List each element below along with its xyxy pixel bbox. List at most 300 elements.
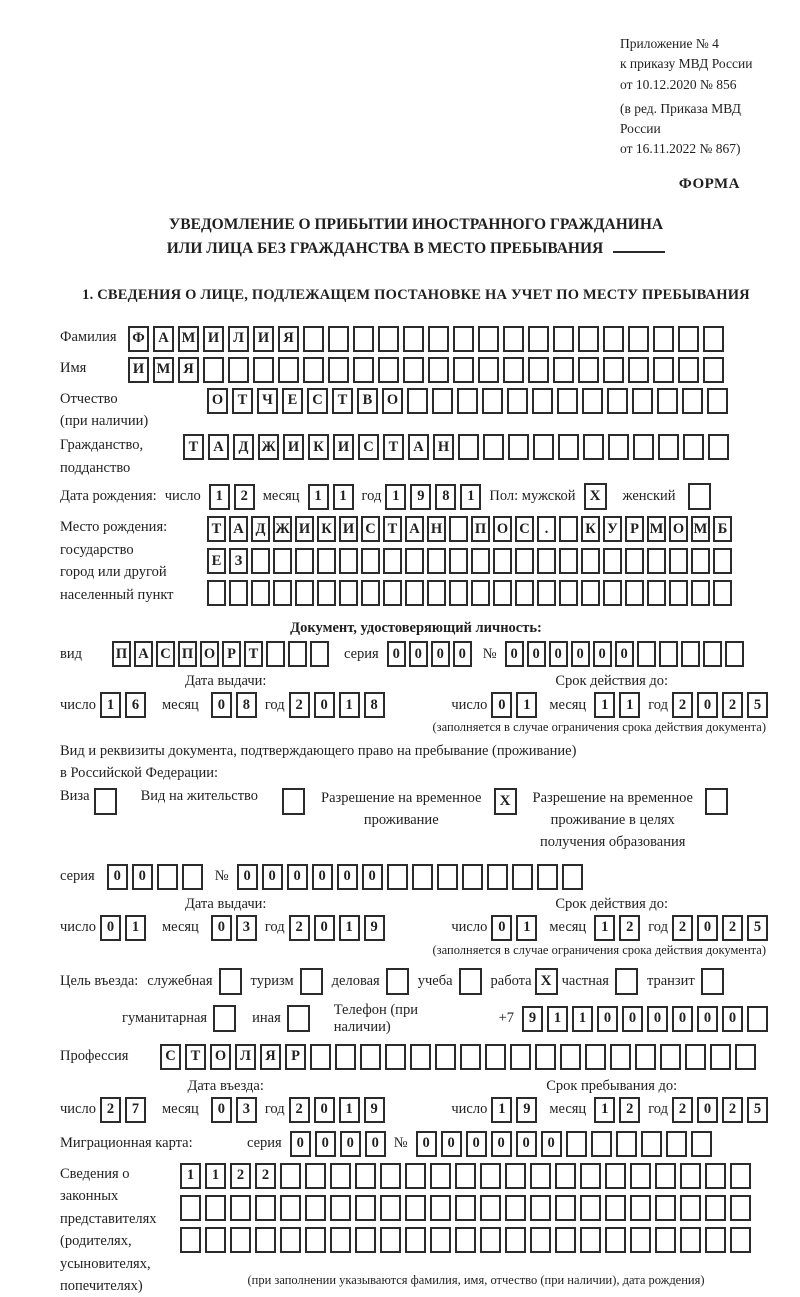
form-cell[interactable]: Т xyxy=(183,434,204,460)
form-cell[interactable]: Т xyxy=(383,434,404,460)
form-cell[interactable]: 0 xyxy=(697,915,718,941)
form-cell[interactable] xyxy=(428,357,449,383)
form-cell[interactable] xyxy=(428,326,449,352)
form-cell[interactable]: 1 xyxy=(491,1097,512,1123)
form-cell[interactable] xyxy=(403,326,424,352)
form-cell[interactable] xyxy=(735,1044,756,1070)
sex-male-checkbox[interactable]: X xyxy=(584,483,607,510)
form-cell[interactable]: 9 xyxy=(410,484,431,510)
form-cell[interactable] xyxy=(405,1163,426,1189)
form-cell[interactable]: П xyxy=(112,641,131,667)
form-cell[interactable]: 0 xyxy=(362,864,383,890)
form-cell[interactable] xyxy=(480,1195,501,1221)
form-cell[interactable]: Т xyxy=(244,641,263,667)
form-cell[interactable] xyxy=(383,548,402,574)
form-cell[interactable] xyxy=(205,1227,226,1253)
form-cell[interactable]: Т xyxy=(185,1044,206,1070)
form-cell[interactable] xyxy=(691,548,710,574)
form-cell[interactable] xyxy=(480,1163,501,1189)
form-cell[interactable] xyxy=(632,388,653,414)
form-cell[interactable] xyxy=(655,1227,676,1253)
form-cell[interactable]: А xyxy=(229,516,248,542)
form-cell[interactable] xyxy=(560,1044,581,1070)
purpose-humanitarian-checkbox[interactable] xyxy=(213,1005,236,1032)
form-cell[interactable] xyxy=(288,641,307,667)
form-cell[interactable] xyxy=(317,580,336,606)
form-cell[interactable] xyxy=(605,1227,626,1253)
purpose-study-checkbox[interactable] xyxy=(459,968,482,995)
form-cell[interactable]: И xyxy=(128,357,149,383)
form-cell[interactable]: 0 xyxy=(340,1131,361,1157)
form-cell[interactable] xyxy=(530,1195,551,1221)
form-cell[interactable] xyxy=(471,548,490,574)
form-cell[interactable] xyxy=(657,388,678,414)
form-cell[interactable] xyxy=(229,580,248,606)
form-cell[interactable] xyxy=(449,580,468,606)
form-cell[interactable]: А xyxy=(405,516,424,542)
form-cell[interactable]: 0 xyxy=(314,692,335,718)
form-cell[interactable] xyxy=(328,326,349,352)
form-cell[interactable]: 0 xyxy=(597,1006,618,1032)
form-cell[interactable]: 0 xyxy=(107,864,128,890)
form-cell[interactable]: 8 xyxy=(364,692,385,718)
form-cell[interactable] xyxy=(462,864,483,890)
form-cell[interactable] xyxy=(478,357,499,383)
form-cell[interactable]: 2 xyxy=(722,915,743,941)
form-cell[interactable]: Я xyxy=(278,326,299,352)
form-cell[interactable]: И xyxy=(295,516,314,542)
form-cell[interactable] xyxy=(303,326,324,352)
form-cell[interactable]: 0 xyxy=(593,641,612,667)
form-cell[interactable]: Е xyxy=(207,548,226,574)
form-cell[interactable]: 2 xyxy=(672,915,693,941)
form-cell[interactable] xyxy=(581,548,600,574)
form-cell[interactable]: 3 xyxy=(236,915,257,941)
form-cell[interactable] xyxy=(591,1131,612,1157)
form-cell[interactable] xyxy=(505,1227,526,1253)
form-cell[interactable] xyxy=(482,388,503,414)
form-cell[interactable]: 0 xyxy=(697,692,718,718)
form-cell[interactable] xyxy=(537,580,556,606)
form-cell[interactable]: 2 xyxy=(289,1097,310,1123)
form-cell[interactable] xyxy=(669,580,688,606)
form-cell[interactable]: И xyxy=(339,516,358,542)
form-cell[interactable] xyxy=(295,548,314,574)
form-cell[interactable]: К xyxy=(581,516,600,542)
form-cell[interactable] xyxy=(273,580,292,606)
form-cell[interactable] xyxy=(412,864,433,890)
form-cell[interactable] xyxy=(553,326,574,352)
form-cell[interactable]: 1 xyxy=(100,692,121,718)
form-cell[interactable] xyxy=(317,548,336,574)
form-cell[interactable]: Н xyxy=(427,516,446,542)
form-cell[interactable]: 9 xyxy=(522,1006,543,1032)
form-cell[interactable]: Л xyxy=(228,326,249,352)
form-cell[interactable] xyxy=(581,580,600,606)
form-cell[interactable]: 0 xyxy=(287,864,308,890)
form-cell[interactable]: А xyxy=(408,434,429,460)
form-cell[interactable]: 0 xyxy=(409,641,428,667)
form-cell[interactable]: О xyxy=(210,1044,231,1070)
form-cell[interactable]: К xyxy=(308,434,329,460)
form-cell[interactable] xyxy=(713,580,732,606)
form-cell[interactable] xyxy=(555,1163,576,1189)
form-cell[interactable]: 0 xyxy=(491,1131,512,1157)
form-cell[interactable] xyxy=(580,1227,601,1253)
form-cell[interactable] xyxy=(559,516,578,542)
form-cell[interactable] xyxy=(680,1195,701,1221)
form-cell[interactable] xyxy=(305,1195,326,1221)
purpose-transit-checkbox[interactable] xyxy=(701,968,724,995)
temp-permit-checkbox[interactable]: X xyxy=(494,788,517,815)
form-cell[interactable] xyxy=(407,388,428,414)
form-cell[interactable] xyxy=(505,1195,526,1221)
form-cell[interactable]: 3 xyxy=(236,1097,257,1123)
form-cell[interactable] xyxy=(278,357,299,383)
form-cell[interactable]: М xyxy=(178,326,199,352)
form-cell[interactable] xyxy=(725,641,744,667)
form-cell[interactable] xyxy=(578,357,599,383)
form-cell[interactable]: З xyxy=(229,548,248,574)
form-cell[interactable] xyxy=(455,1227,476,1253)
form-cell[interactable]: 0 xyxy=(211,1097,232,1123)
form-cell[interactable]: Д xyxy=(251,516,270,542)
form-cell[interactable]: Т xyxy=(332,388,353,414)
form-cell[interactable]: Ч xyxy=(257,388,278,414)
form-cell[interactable]: 1 xyxy=(209,484,230,510)
form-cell[interactable] xyxy=(361,580,380,606)
form-cell[interactable]: С xyxy=(156,641,175,667)
form-cell[interactable]: С xyxy=(307,388,328,414)
form-cell[interactable] xyxy=(251,548,270,574)
form-cell[interactable] xyxy=(555,1227,576,1253)
form-cell[interactable] xyxy=(455,1163,476,1189)
form-cell[interactable]: 1 xyxy=(339,915,360,941)
form-cell[interactable]: А xyxy=(153,326,174,352)
form-cell[interactable] xyxy=(685,1044,706,1070)
form-cell[interactable]: 0 xyxy=(431,641,450,667)
form-cell[interactable] xyxy=(432,388,453,414)
form-cell[interactable]: 5 xyxy=(747,1097,768,1123)
form-cell[interactable] xyxy=(730,1195,751,1221)
form-cell[interactable] xyxy=(680,1227,701,1253)
form-cell[interactable] xyxy=(585,1044,606,1070)
form-cell[interactable]: 0 xyxy=(722,1006,743,1032)
form-cell[interactable]: М xyxy=(691,516,710,542)
form-cell[interactable] xyxy=(703,641,722,667)
form-cell[interactable]: 0 xyxy=(416,1131,437,1157)
form-cell[interactable] xyxy=(493,548,512,574)
form-cell[interactable]: 1 xyxy=(180,1163,201,1189)
form-cell[interactable] xyxy=(355,1195,376,1221)
form-cell[interactable]: 0 xyxy=(100,915,121,941)
form-cell[interactable]: Ф xyxy=(128,326,149,352)
form-cell[interactable] xyxy=(680,1163,701,1189)
form-cell[interactable] xyxy=(255,1227,276,1253)
form-cell[interactable] xyxy=(303,357,324,383)
form-cell[interactable]: Р xyxy=(222,641,241,667)
form-cell[interactable] xyxy=(280,1163,301,1189)
form-cell[interactable]: 1 xyxy=(333,484,354,510)
form-cell[interactable]: 2 xyxy=(234,484,255,510)
form-cell[interactable]: 0 xyxy=(453,641,472,667)
form-cell[interactable]: У xyxy=(603,516,622,542)
form-cell[interactable] xyxy=(558,434,579,460)
form-cell[interactable]: С xyxy=(160,1044,181,1070)
form-cell[interactable]: С xyxy=(361,516,380,542)
purpose-business-checkbox[interactable] xyxy=(219,968,242,995)
form-cell[interactable]: Я xyxy=(260,1044,281,1070)
form-cell[interactable]: П xyxy=(178,641,197,667)
form-cell[interactable] xyxy=(460,1044,481,1070)
form-cell[interactable] xyxy=(658,434,679,460)
form-cell[interactable]: 0 xyxy=(315,1131,336,1157)
form-cell[interactable]: 2 xyxy=(722,692,743,718)
form-cell[interactable] xyxy=(355,1163,376,1189)
form-cell[interactable]: 1 xyxy=(516,692,537,718)
form-cell[interactable] xyxy=(647,580,666,606)
form-cell[interactable]: 0 xyxy=(505,641,524,667)
form-cell[interactable] xyxy=(557,388,578,414)
form-cell[interactable]: 0 xyxy=(314,1097,335,1123)
form-cell[interactable] xyxy=(330,1163,351,1189)
form-cell[interactable] xyxy=(251,580,270,606)
form-cell[interactable]: Р xyxy=(285,1044,306,1070)
form-cell[interactable]: П xyxy=(471,516,490,542)
form-cell[interactable] xyxy=(682,388,703,414)
form-cell[interactable]: 0 xyxy=(622,1006,643,1032)
form-cell[interactable]: 2 xyxy=(289,915,310,941)
form-cell[interactable] xyxy=(483,434,504,460)
form-cell[interactable]: 8 xyxy=(435,484,456,510)
form-cell[interactable]: 0 xyxy=(337,864,358,890)
form-cell[interactable]: 0 xyxy=(262,864,283,890)
form-cell[interactable]: О xyxy=(382,388,403,414)
form-cell[interactable] xyxy=(530,1163,551,1189)
form-cell[interactable] xyxy=(405,580,424,606)
form-cell[interactable] xyxy=(230,1227,251,1253)
form-cell[interactable] xyxy=(625,580,644,606)
purpose-private-checkbox[interactable] xyxy=(615,968,638,995)
form-cell[interactable]: О xyxy=(669,516,688,542)
form-cell[interactable]: 0 xyxy=(466,1131,487,1157)
form-cell[interactable] xyxy=(505,1163,526,1189)
edu-permit-checkbox[interactable] xyxy=(705,788,728,815)
form-cell[interactable]: О xyxy=(207,388,228,414)
form-cell[interactable] xyxy=(253,357,274,383)
form-cell[interactable] xyxy=(553,357,574,383)
form-cell[interactable] xyxy=(610,1044,631,1070)
form-cell[interactable] xyxy=(705,1163,726,1189)
form-cell[interactable]: 2 xyxy=(230,1163,251,1189)
form-cell[interactable]: А xyxy=(134,641,153,667)
form-cell[interactable] xyxy=(471,580,490,606)
form-cell[interactable] xyxy=(387,864,408,890)
form-cell[interactable] xyxy=(655,1195,676,1221)
form-cell[interactable]: Н xyxy=(433,434,454,460)
form-cell[interactable]: 7 xyxy=(125,1097,146,1123)
form-cell[interactable] xyxy=(713,548,732,574)
form-cell[interactable]: 0 xyxy=(516,1131,537,1157)
form-cell[interactable] xyxy=(405,1227,426,1253)
form-cell[interactable]: 0 xyxy=(312,864,333,890)
form-cell[interactable] xyxy=(708,434,729,460)
form-cell[interactable] xyxy=(659,641,678,667)
form-cell[interactable] xyxy=(453,357,474,383)
form-cell[interactable] xyxy=(507,388,528,414)
form-cell[interactable]: М xyxy=(647,516,666,542)
form-cell[interactable] xyxy=(330,1227,351,1253)
form-cell[interactable] xyxy=(430,1227,451,1253)
form-cell[interactable] xyxy=(157,864,178,890)
form-cell[interactable] xyxy=(385,1044,406,1070)
form-cell[interactable] xyxy=(630,1163,651,1189)
form-cell[interactable]: Е xyxy=(282,388,303,414)
form-cell[interactable] xyxy=(361,548,380,574)
form-cell[interactable] xyxy=(660,1044,681,1070)
form-cell[interactable]: 1 xyxy=(619,692,640,718)
form-cell[interactable] xyxy=(628,326,649,352)
form-cell[interactable]: В xyxy=(357,388,378,414)
form-cell[interactable]: Ж xyxy=(258,434,279,460)
form-cell[interactable] xyxy=(207,580,226,606)
form-cell[interactable]: 0 xyxy=(672,1006,693,1032)
form-cell[interactable] xyxy=(633,434,654,460)
form-cell[interactable] xyxy=(683,434,704,460)
form-cell[interactable]: 2 xyxy=(289,692,310,718)
form-cell[interactable] xyxy=(628,357,649,383)
form-cell[interactable] xyxy=(280,1195,301,1221)
sex-female-checkbox[interactable] xyxy=(688,483,711,510)
form-cell[interactable] xyxy=(535,1044,556,1070)
form-cell[interactable] xyxy=(230,1195,251,1221)
form-cell[interactable] xyxy=(430,1163,451,1189)
form-cell[interactable]: 9 xyxy=(516,1097,537,1123)
form-cell[interactable] xyxy=(533,434,554,460)
form-cell[interactable]: 0 xyxy=(290,1131,311,1157)
form-cell[interactable] xyxy=(453,326,474,352)
form-cell[interactable] xyxy=(273,548,292,574)
form-cell[interactable] xyxy=(691,580,710,606)
purpose-commercial-checkbox[interactable] xyxy=(386,968,409,995)
form-cell[interactable] xyxy=(310,1044,331,1070)
form-cell[interactable] xyxy=(578,326,599,352)
form-cell[interactable]: 2 xyxy=(619,1097,640,1123)
form-cell[interactable] xyxy=(730,1227,751,1253)
form-cell[interactable]: . xyxy=(537,516,556,542)
form-cell[interactable] xyxy=(515,580,534,606)
form-cell[interactable] xyxy=(493,580,512,606)
form-cell[interactable]: 0 xyxy=(237,864,258,890)
form-cell[interactable] xyxy=(255,1195,276,1221)
form-cell[interactable] xyxy=(641,1131,662,1157)
form-cell[interactable]: 1 xyxy=(594,915,615,941)
form-cell[interactable]: 1 xyxy=(460,484,481,510)
form-cell[interactable] xyxy=(537,864,558,890)
form-cell[interactable]: И xyxy=(333,434,354,460)
form-cell[interactable] xyxy=(669,548,688,574)
form-cell[interactable] xyxy=(330,1195,351,1221)
form-cell[interactable]: 0 xyxy=(491,915,512,941)
form-cell[interactable] xyxy=(503,357,524,383)
form-cell[interactable] xyxy=(487,864,508,890)
form-cell[interactable] xyxy=(530,1227,551,1253)
form-cell[interactable] xyxy=(603,357,624,383)
form-cell[interactable] xyxy=(635,1044,656,1070)
form-cell[interactable]: К xyxy=(317,516,336,542)
form-cell[interactable] xyxy=(625,548,644,574)
form-cell[interactable] xyxy=(305,1227,326,1253)
form-cell[interactable]: 1 xyxy=(308,484,329,510)
form-cell[interactable]: 9 xyxy=(364,915,385,941)
form-cell[interactable]: 6 xyxy=(125,692,146,718)
form-cell[interactable] xyxy=(559,548,578,574)
form-cell[interactable] xyxy=(405,1195,426,1221)
form-cell[interactable]: 0 xyxy=(387,641,406,667)
purpose-tourism-checkbox[interactable] xyxy=(300,968,323,995)
form-cell[interactable] xyxy=(647,548,666,574)
form-cell[interactable] xyxy=(427,548,446,574)
purpose-other-checkbox[interactable] xyxy=(287,1005,310,1032)
form-cell[interactable] xyxy=(603,580,622,606)
form-cell[interactable]: 0 xyxy=(541,1131,562,1157)
form-cell[interactable] xyxy=(630,1195,651,1221)
form-cell[interactable] xyxy=(485,1044,506,1070)
form-cell[interactable] xyxy=(703,326,724,352)
form-cell[interactable] xyxy=(705,1227,726,1253)
form-cell[interactable] xyxy=(616,1131,637,1157)
form-cell[interactable] xyxy=(566,1131,587,1157)
form-cell[interactable]: И xyxy=(253,326,274,352)
form-cell[interactable] xyxy=(528,326,549,352)
form-cell[interactable]: 8 xyxy=(236,692,257,718)
form-cell[interactable]: 1 xyxy=(339,1097,360,1123)
form-cell[interactable] xyxy=(378,357,399,383)
form-cell[interactable]: 0 xyxy=(571,641,590,667)
form-cell[interactable] xyxy=(537,548,556,574)
form-cell[interactable]: 5 xyxy=(747,915,768,941)
form-cell[interactable] xyxy=(655,1163,676,1189)
form-cell[interactable] xyxy=(403,357,424,383)
form-cell[interactable]: И xyxy=(283,434,304,460)
form-cell[interactable] xyxy=(437,864,458,890)
form-cell[interactable]: 0 xyxy=(365,1131,386,1157)
form-cell[interactable]: 2 xyxy=(255,1163,276,1189)
form-cell[interactable]: Л xyxy=(235,1044,256,1070)
form-cell[interactable] xyxy=(410,1044,431,1070)
form-cell[interactable]: 1 xyxy=(516,915,537,941)
form-cell[interactable] xyxy=(435,1044,456,1070)
form-cell[interactable] xyxy=(678,357,699,383)
form-cell[interactable] xyxy=(339,548,358,574)
form-cell[interactable] xyxy=(355,1227,376,1253)
visa-checkbox[interactable] xyxy=(94,788,117,815)
form-cell[interactable] xyxy=(280,1227,301,1253)
form-cell[interactable] xyxy=(480,1227,501,1253)
form-cell[interactable] xyxy=(528,357,549,383)
form-cell[interactable] xyxy=(580,1195,601,1221)
form-cell[interactable] xyxy=(653,357,674,383)
form-cell[interactable] xyxy=(608,434,629,460)
form-cell[interactable] xyxy=(449,516,468,542)
form-cell[interactable] xyxy=(747,1006,768,1032)
form-cell[interactable] xyxy=(532,388,553,414)
form-cell[interactable] xyxy=(383,580,402,606)
form-cell[interactable] xyxy=(705,1195,726,1221)
form-cell[interactable]: 1 xyxy=(339,692,360,718)
form-cell[interactable]: 0 xyxy=(549,641,568,667)
form-cell[interactable] xyxy=(205,1195,226,1221)
